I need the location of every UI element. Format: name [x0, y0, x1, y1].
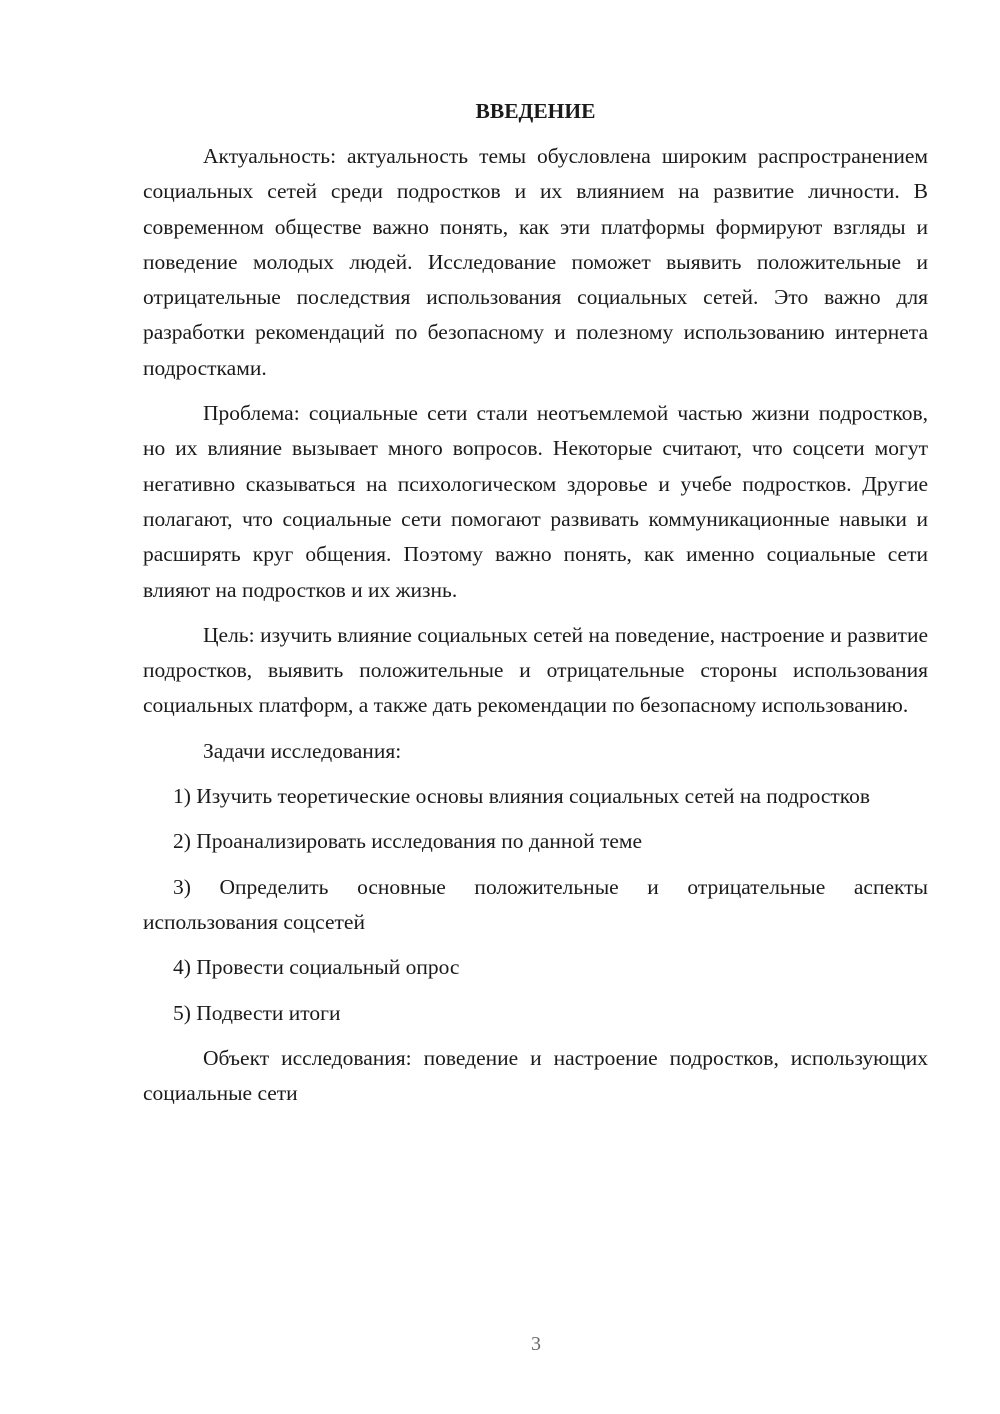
task-item-4: 4) Провести социальный опрос — [173, 955, 460, 980]
task-item-2: 2) Проанализировать исследования по данной теме — [173, 829, 643, 854]
page-number: 3 — [531, 1333, 541, 1355]
relevance-paragraph: Актуальность: актуальность темы обусловлена широким распространением социальных сетей среди подростков и их влиянием на развитие личности. В современном обществе важно понять, как эти платформы формируют взгляды и поведение молодых людей. Исследование поможет выявить положительные и отрицательные последствия использования социальных сетей. Это важно для разработки рекомендаций по безопасному и полезному использованию интернета подростками. — [143, 144, 928, 380]
tasks-heading: Задачи исследования: — [203, 738, 402, 763]
tasks-list — [143, 779, 928, 1031]
task-item-5: 5) Подвести итоги — [173, 1000, 341, 1025]
task-item-1: 1) Изучить теоретические основы влияния социальных сетей на подростков — [173, 784, 871, 809]
page-content — [143, 96, 928, 1121]
object-paragraph: Объект исследования: поведение и настроение подростков, использующих социальные сети — [143, 1045, 928, 1106]
task-item-3: 3) Определить основные положительные и отрицательные аспекты использования соцсетей — [143, 874, 928, 934]
goal-paragraph: Цель: изучить влияние социальных сетей на поведение, настроение и развитие подростков, выявить положительные и отрицательные стороны использования социальных платформ, а также дать рекомендации по безопасному использованию. — [143, 622, 928, 718]
problem-paragraph: Проблема: социальные сети стали неотъемлемой частью жизни подростков, но их влияние вызывает много вопросов. Некоторые считают, что соцсети могут негативно сказываться на психологическом здоровье и учебе подростков. Другие полагают, что социальные сети помогают развивать коммуникационные навыки и расширять круг общения. Поэтому важно понять, как именно социальные сети влияют на подростков и их жизнь. — [143, 401, 928, 602]
section-title: ВВЕДЕНИЕ — [475, 99, 596, 123]
